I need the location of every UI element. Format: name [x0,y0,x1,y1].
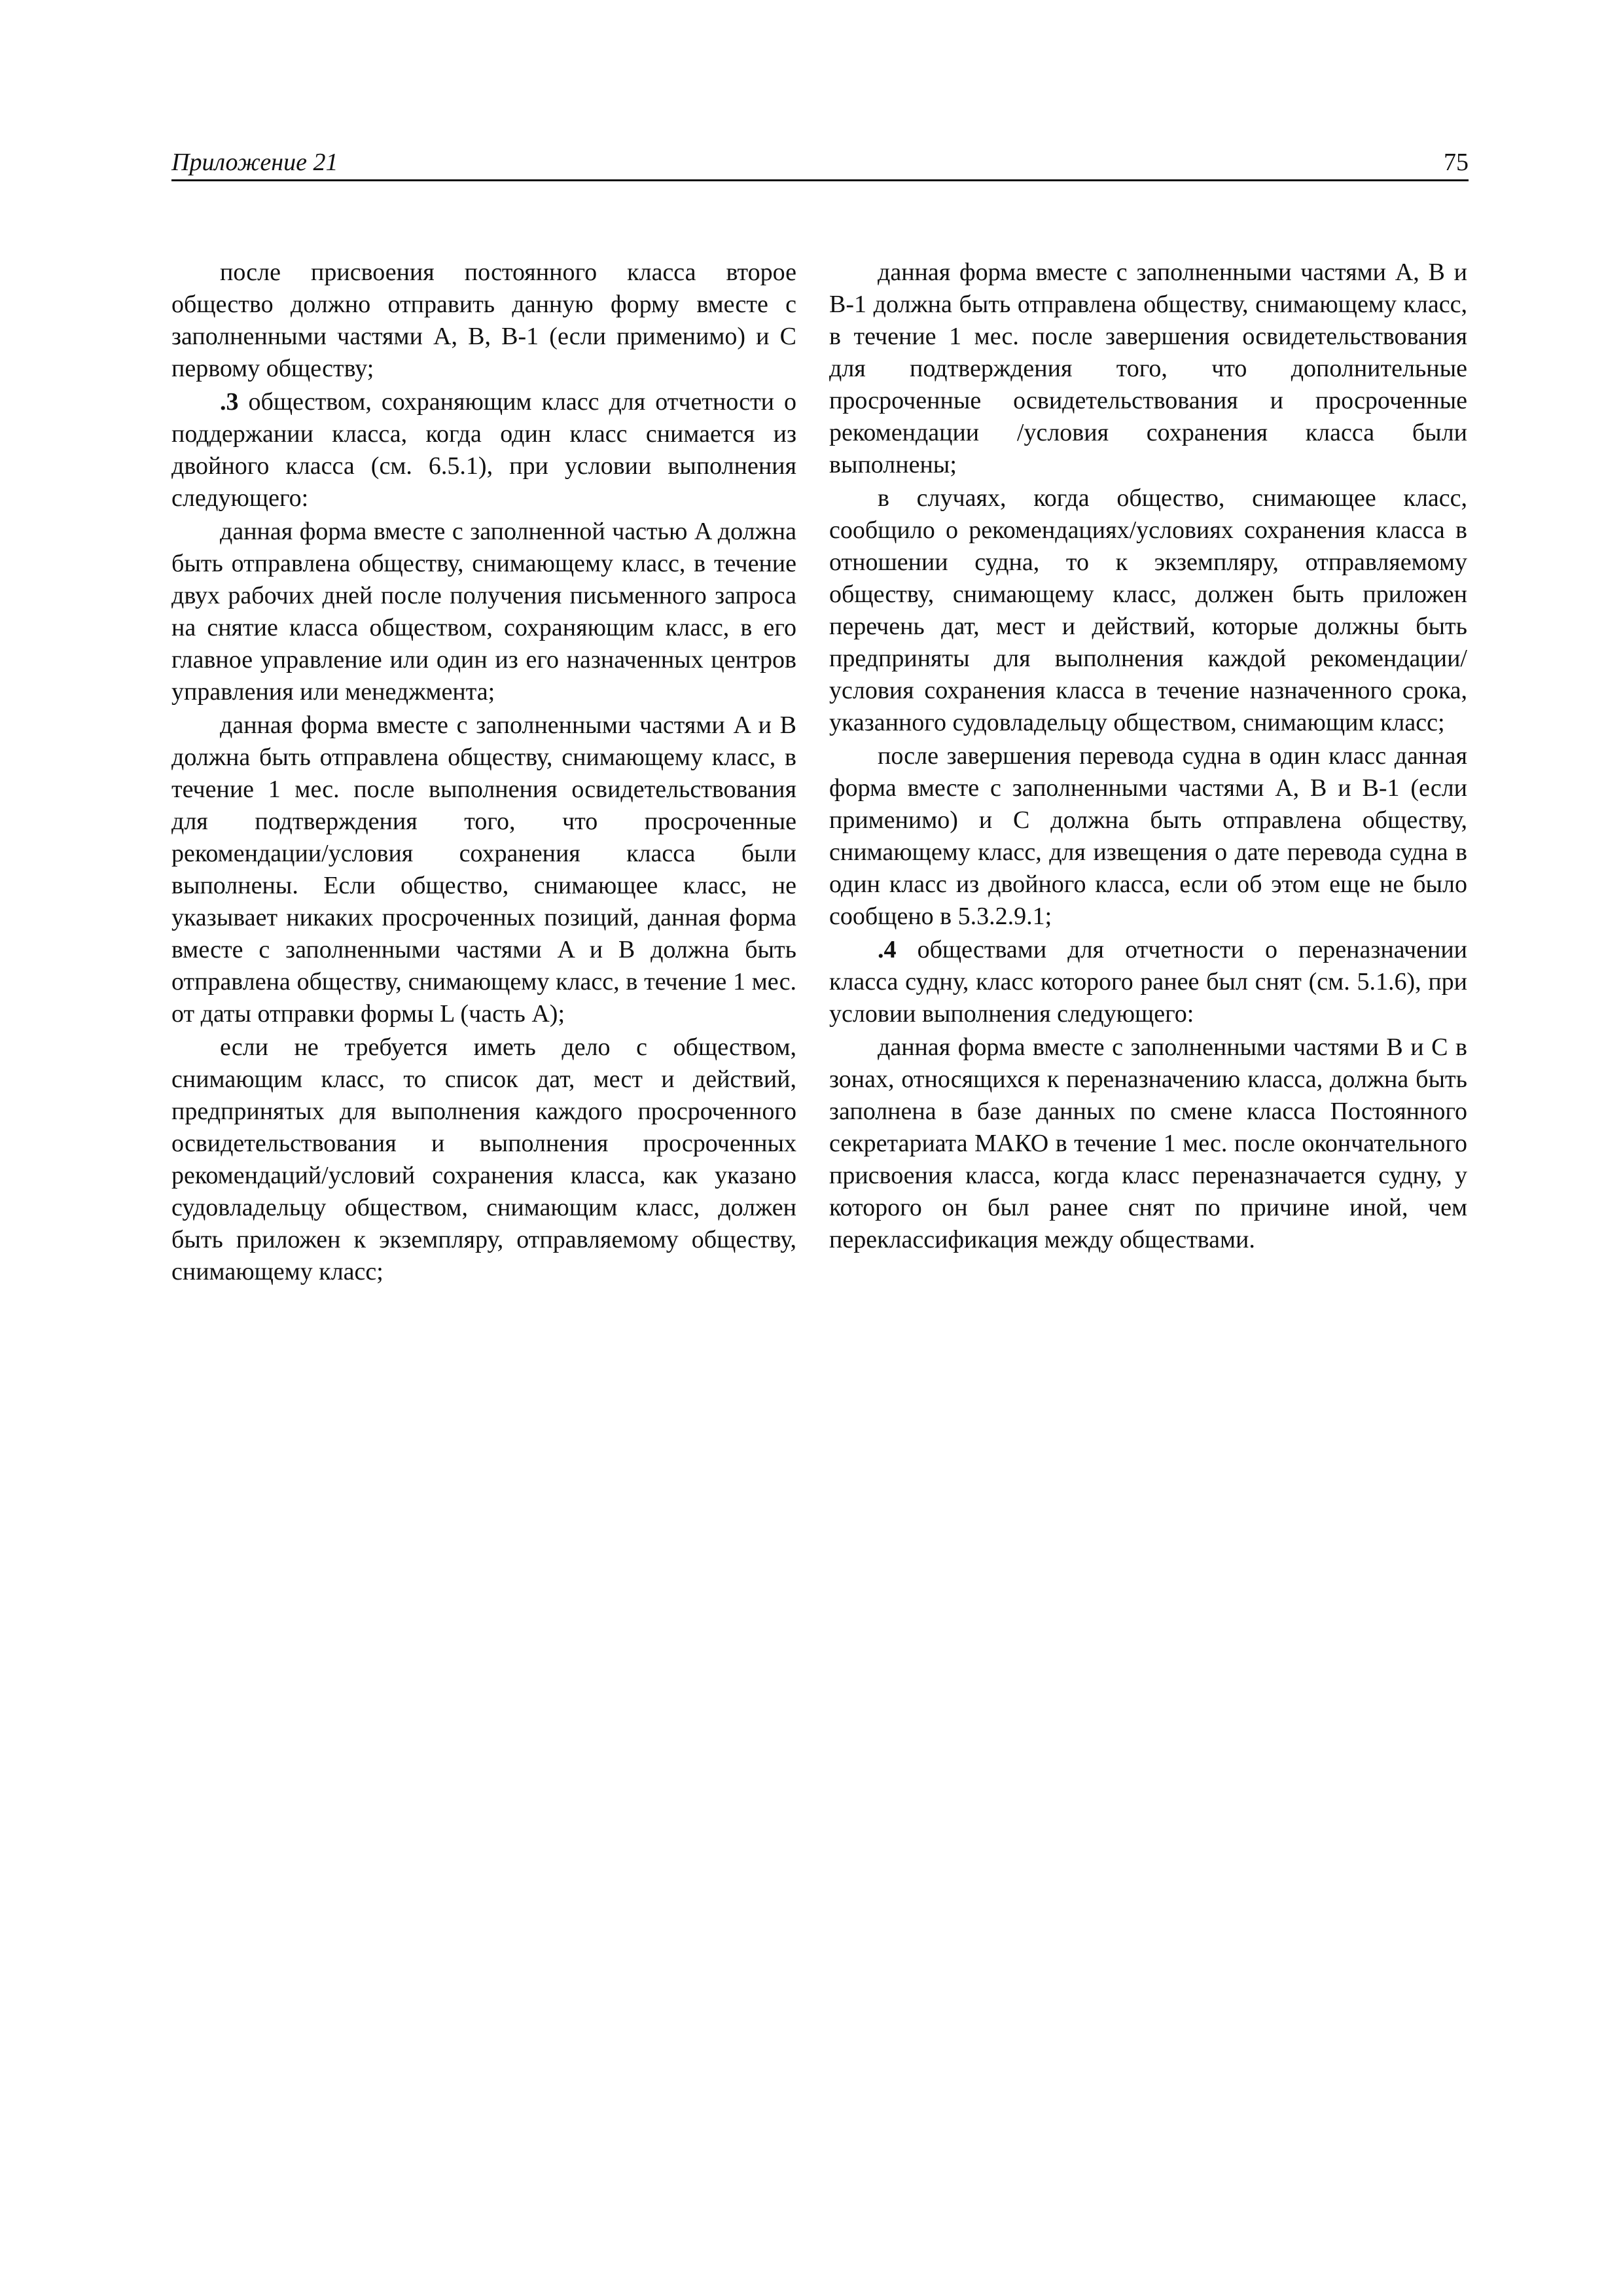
item-number: .3 [220,388,239,416]
paragraph-text: после присвоения постоянного класса второе общество должно отправить данную форму вместе с заполненными частями A, B, B-1 (если применимо) и C первому обществу; [171,259,796,382]
paragraph-text: после завершения перевода судна в один класс данная форма вместе с заполненными частями A, B и B-1 (если применимо) и C должна быть отправлена обществу, снимающему класс, для извещения о дате перевода судна в один класс из двойного класса, если об этом еще не было сообщено в 5.3.2.9.1; [829,742,1467,930]
paragraph-text: обществом, сохраняющим класс для отчетности о поддержании класса, когда один класс снимается из двойного класса (см. 6.5.1), при условии выполнения следующего: [171,388,796,512]
paragraph [171,709,796,1030]
paragraph-text: если не требуется иметь дело с обществом, снимающим класс, то список дат, мест и действий, предпринятых для выполнения каждого просроченного освидетельствования и выполнения просроченных рекомендаций/условий сохранения класса, как указано судовладельцу обществом, снимающим класс, должен быть приложен к экземпляру, отправляемому обществу, снимающему класс; [171,1033,796,1285]
paragraph-text: в случаях, когда общество, снимающее класс, сообщило о рекомендациях/условиях сохранения класса в отношении судна, то к экземпляру, отправляемому обществу, снимающему класс, должен быть приложен перечень дат, мест и действий, которые должны быть предприняты для выполнения каждой рекомендации/условия сохранения класса в течение назначенного срока, указанного судовладельцу обществом, снимающим класс; [829,484,1467,736]
paragraph [829,482,1467,739]
item-number: .4 [878,936,897,963]
page-number: 75 [1444,149,1469,176]
right-column [829,257,1467,1256]
numbered-paragraph [171,386,796,514]
paragraph [171,1031,796,1288]
paragraph-text: данная форма вместе с заполненными частями A и B должна быть отправлена обществу, снимающему класс, в течение 1 мес. после выполнения освидетельствования для подтверждения того, что просроченные рекомендации/условия сохранения класса были выполнены. Если общество, снимающее класс, не указывает никаких просроченных позиций, данная форма вместе с заполненными частями A и B должна быть отправлена обществу, снимающему класс, в течение 1 мес. от даты отправки формы L (часть A); [171,711,796,1028]
paragraph [829,1031,1467,1256]
paragraph [829,257,1467,481]
paragraph-text: данная форма вместе с заполненными частями B и C в зонах, относящихся к переназначению класса, должна быть заполнена в базе данных по смене класса Постоянного секретариата МАКО в течение 1 мес. после окончательного присвоения класса, когда класс переназначается судну, у которого он был ранее снят по причине иной, чем переклассификация между обществами. [829,1033,1467,1253]
page-header [171,145,1469,181]
paragraph-text: данная форма вместе с заполненными частями A, B и B-1 должна быть отправлена обществу, снимающему класс, в течение 1 мес. после завершения освидетельствования для подтверждения того, что дополнительные просроченные освидетельствования и просроченные рекомендации /условия сохранения класса были выполнены; [829,259,1467,478]
paragraph [829,740,1467,933]
numbered-paragraph [829,934,1467,1030]
paragraph [171,516,796,708]
left-column [171,257,796,1288]
paragraph [171,257,796,385]
paragraph-text: данная форма вместе с заполненной частью A должна быть отправлена обществу, снимающему класс, в течение двух рабочих дней после получения письменного запроса на снятие класса обществом, сохраняющим класс, в его главное управление или один из его назначенных центров управления или менеджмента; [171,518,796,706]
paragraph-text: обществами для отчетности о переназначении класса судну, класс которого ранее был снят (см. 5.1.6), при условии выполнения следующего: [829,936,1467,1028]
running-header-title: Приложение 21 [171,149,338,176]
